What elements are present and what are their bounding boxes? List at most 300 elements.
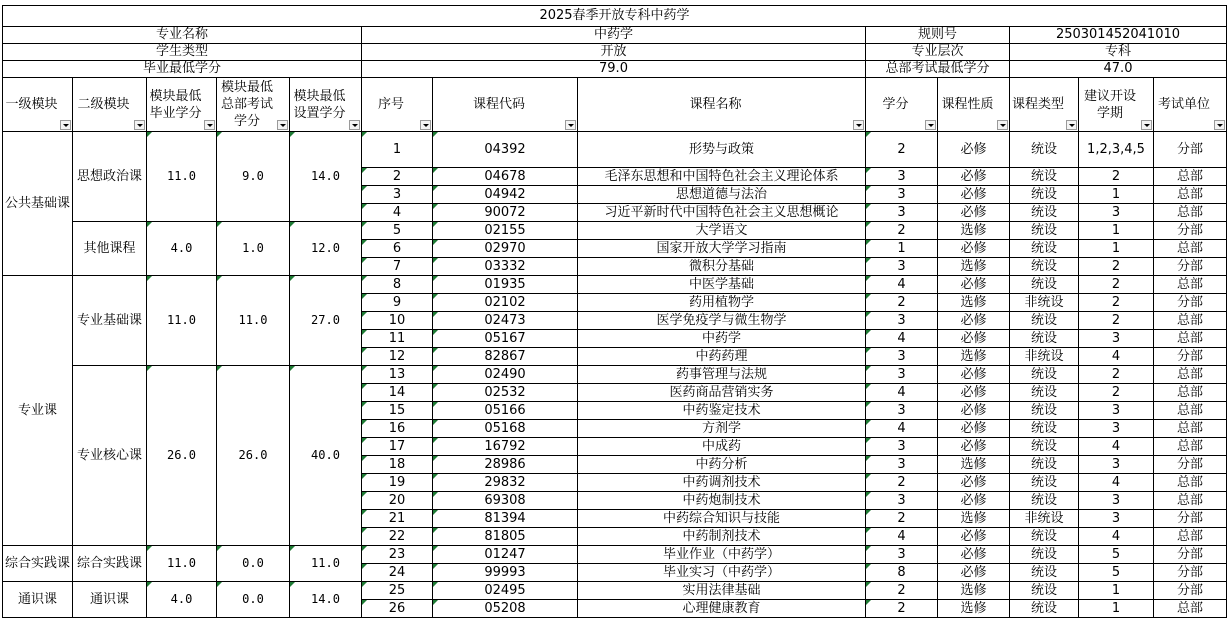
hq-min-value: 47.0: [1010, 61, 1227, 78]
green-triangle-icon: [866, 348, 871, 353]
course-nature-cell: [938, 600, 1010, 618]
course-nature-cell: [938, 132, 1010, 168]
course-nature-cell: [938, 276, 1010, 294]
course-credit: 3: [897, 349, 906, 364]
course-seq: 4: [392, 205, 402, 220]
course-nature: 必修: [960, 529, 987, 544]
green-triangle-icon: [433, 240, 438, 245]
course-code-cell: [433, 186, 578, 204]
filter-dropdown-icon[interactable]: [853, 120, 864, 130]
course-exam-cell: [1154, 132, 1227, 168]
course-credit: 2: [897, 142, 906, 157]
course-type: 统设: [1030, 385, 1057, 400]
course-credit-cell: [866, 312, 938, 330]
course-name-cell: [578, 528, 866, 546]
filter-dropdown-icon[interactable]: [1214, 120, 1225, 130]
course-seq-cell: [362, 168, 433, 186]
course-nature: 必修: [960, 547, 987, 562]
course-name: 中成药: [701, 439, 741, 454]
course-credit-cell: [866, 456, 938, 474]
course-name-cell: [578, 276, 866, 294]
course-term: 3: [1111, 421, 1121, 436]
course-term: 1: [1111, 583, 1121, 598]
green-triangle-icon: [433, 510, 438, 515]
course-exam: 分部: [1176, 223, 1203, 238]
course-credit-cell: [866, 600, 938, 618]
course-code-cell: [433, 330, 578, 348]
course-exam-cell: [1154, 366, 1227, 384]
course-seq: 21: [388, 511, 406, 526]
course-term-cell: [1079, 132, 1154, 168]
header-code: 课程代码: [433, 78, 578, 132]
module-min-value: 11.0: [167, 556, 196, 570]
course-exam: 分部: [1176, 259, 1203, 274]
module-max-value: 40.0: [311, 448, 340, 462]
course-seq: 24: [388, 565, 406, 580]
table-row: [3, 222, 1227, 240]
major-value: 中药学: [362, 27, 866, 44]
major-label: 专业名称: [3, 27, 362, 44]
module-name-cell: 思想政治课: [73, 132, 147, 222]
course-nature: 必修: [960, 313, 987, 328]
course-term-cell: [1079, 276, 1154, 294]
green-triangle-icon: [362, 204, 367, 209]
module-max-value: 14.0: [311, 592, 340, 606]
course-name: 药事管理与法规: [675, 367, 767, 382]
filter-dropdown-icon[interactable]: [997, 120, 1008, 130]
course-code-cell: [433, 366, 578, 384]
module-hq-cell: [217, 366, 290, 546]
course-seq-cell: [362, 402, 433, 420]
course-type-cell: [1010, 582, 1079, 600]
green-triangle-icon: [362, 492, 367, 497]
course-type: 统设: [1030, 241, 1057, 256]
green-triangle-icon: [362, 402, 367, 407]
filter-dropdown-icon[interactable]: [1066, 120, 1077, 130]
course-type: 统设: [1030, 169, 1057, 184]
green-triangle-icon: [866, 330, 871, 335]
course-term: 5: [1111, 547, 1121, 562]
rule-value: 250301452041010: [1010, 27, 1227, 44]
filter-dropdown-icon[interactable]: [925, 120, 936, 130]
course-type-cell: [1010, 366, 1079, 384]
green-triangle-icon: [362, 582, 367, 587]
filter-dropdown-icon[interactable]: [204, 120, 215, 130]
course-seq: 18: [388, 457, 406, 472]
group-cell: 专业课: [3, 276, 73, 546]
green-triangle-icon: [433, 132, 438, 137]
course-term-cell: [1079, 528, 1154, 546]
module-max-cell: [290, 222, 362, 276]
course-type: 非统设: [1024, 295, 1064, 310]
course-nature: 选修: [960, 583, 987, 598]
course-exam-cell: [1154, 240, 1227, 258]
module-min-value: 26.0: [167, 448, 196, 462]
green-triangle-icon: [362, 132, 367, 137]
course-term: 2: [1111, 169, 1121, 184]
course-name-cell: [578, 312, 866, 330]
module-hq-value: 1.0: [242, 241, 264, 255]
course-term-cell: [1079, 492, 1154, 510]
course-credit-cell: [866, 258, 938, 276]
course-seq: 7: [392, 259, 402, 274]
green-triangle-icon: [866, 474, 871, 479]
course-type-cell: [1010, 186, 1079, 204]
course-exam: 总部: [1176, 529, 1203, 544]
course-seq: 26: [388, 601, 406, 616]
course-type-cell: [1010, 420, 1079, 438]
module-min-value: 4.0: [170, 241, 193, 255]
course-term-cell: [1079, 240, 1154, 258]
course-nature: 必修: [960, 331, 987, 346]
course-term-cell: [1079, 384, 1154, 402]
course-seq-cell: [362, 222, 433, 240]
course-type: 统设: [1030, 547, 1057, 562]
course-seq: 17: [388, 439, 406, 454]
course-seq: 13: [388, 367, 406, 382]
course-type: 非统设: [1024, 349, 1064, 364]
module-name-cell: 专业基础课: [73, 276, 147, 366]
course-exam-cell: [1154, 420, 1227, 438]
module-hq-cell: [217, 132, 290, 222]
course-term-cell: [1079, 546, 1154, 564]
green-triangle-icon: [362, 474, 367, 479]
course-exam-cell: [1154, 186, 1227, 204]
course-exam: 总部: [1176, 493, 1203, 508]
green-triangle-icon: [147, 546, 152, 551]
min-credit-value: 79.0: [362, 61, 866, 78]
course-name: 中药学: [701, 331, 741, 346]
green-triangle-icon: [866, 600, 871, 605]
header-mod-max: 模块最低设置学分: [290, 78, 362, 132]
course-seq-cell: [362, 186, 433, 204]
green-triangle-icon: [866, 204, 871, 209]
filter-dropdown-icon[interactable]: [349, 120, 360, 130]
course-code: 04942: [484, 187, 526, 202]
green-triangle-icon: [433, 492, 438, 497]
course-credit-cell: [866, 240, 938, 258]
course-credit: 2: [897, 511, 906, 526]
course-name-cell: [578, 456, 866, 474]
course-seq-cell: [362, 546, 433, 564]
green-triangle-icon: [866, 546, 871, 551]
course-exam-cell: [1154, 330, 1227, 348]
course-nature-cell: [938, 168, 1010, 186]
course-code-cell: [433, 546, 578, 564]
module-max-cell: [290, 366, 362, 546]
green-triangle-icon: [433, 564, 438, 569]
course-type: 统设: [1030, 205, 1057, 220]
course-name-cell: [578, 546, 866, 564]
header-row: [3, 78, 1227, 132]
hq-min-label: 总部考试最低学分: [866, 61, 1010, 78]
course-nature-cell: [938, 312, 1010, 330]
course-name-cell: [578, 168, 866, 186]
course-name-cell: [578, 240, 866, 258]
course-name-cell: [578, 204, 866, 222]
course-type: 统设: [1030, 583, 1057, 598]
green-triangle-icon: [433, 204, 438, 209]
course-exam: 分部: [1176, 583, 1203, 598]
course-credit: 3: [897, 367, 906, 382]
course-name-cell: [578, 330, 866, 348]
header-nature: 课程性质: [938, 78, 1010, 132]
filter-dropdown-icon[interactable]: [60, 120, 71, 130]
course-code: 99993: [484, 565, 526, 580]
course-name: 习近平新时代中国特色社会主义思想概论: [604, 205, 839, 220]
course-seq: 9: [392, 295, 402, 310]
module-max-value: 12.0: [311, 241, 340, 255]
green-triangle-icon: [866, 132, 871, 137]
course-code: 05168: [484, 421, 526, 436]
course-name: 大学语文: [695, 223, 748, 238]
course-term: 3: [1111, 511, 1121, 526]
course-credit-cell: [866, 366, 938, 384]
course-credit: 3: [897, 457, 906, 472]
course-exam-cell: [1154, 564, 1227, 582]
green-triangle-icon: [866, 186, 871, 191]
course-credit: 4: [897, 331, 906, 346]
course-seq: 8: [392, 277, 402, 292]
course-name-cell: [578, 582, 866, 600]
course-exam-cell: [1154, 600, 1227, 618]
course-code-cell: [433, 456, 578, 474]
course-credit-cell: [866, 546, 938, 564]
header-mod-hq-min: 模块最低总部考试学分: [217, 78, 290, 132]
course-exam: 总部: [1176, 313, 1203, 328]
course-name-cell: [578, 186, 866, 204]
course-exam-cell: [1154, 312, 1227, 330]
course-name: 微积分基础: [688, 259, 754, 274]
filter-dropdown-icon[interactable]: [565, 120, 576, 130]
course-term-cell: [1079, 456, 1154, 474]
course-exam-cell: [1154, 492, 1227, 510]
course-seq-cell: [362, 528, 433, 546]
course-nature: 选修: [960, 259, 987, 274]
filter-dropdown-icon[interactable]: [134, 120, 145, 130]
curriculum-table: [2, 5, 1227, 618]
course-term: 2: [1111, 295, 1121, 310]
course-type-cell: [1010, 330, 1079, 348]
course-type: 统设: [1030, 421, 1057, 436]
course-exam-cell: [1154, 582, 1227, 600]
header-level2: 二级模块: [73, 78, 147, 132]
module-hq-cell: [217, 582, 290, 618]
course-type-cell: [1010, 456, 1079, 474]
green-triangle-icon: [290, 222, 295, 227]
course-nature-cell: [938, 222, 1010, 240]
course-name: 毕业作业（中药学）: [662, 547, 780, 562]
course-code: 02970: [484, 241, 526, 256]
course-nature-cell: [938, 456, 1010, 474]
module-min-cell: [147, 276, 217, 366]
filter-dropdown-icon[interactable]: [277, 120, 288, 130]
green-triangle-icon: [433, 222, 438, 227]
course-name-cell: [578, 132, 866, 168]
green-triangle-icon: [362, 546, 367, 551]
course-credit-cell: [866, 474, 938, 492]
green-triangle-icon: [290, 546, 295, 551]
course-name: 中药综合知识与技能: [662, 511, 780, 526]
course-term-cell: [1079, 402, 1154, 420]
module-hq-value: 0.0: [242, 556, 264, 570]
green-triangle-icon: [433, 546, 438, 551]
course-name: 国家开放大学学习指南: [656, 241, 787, 256]
course-credit: 4: [897, 421, 906, 436]
course-nature-cell: [938, 582, 1010, 600]
course-name: 中药调剂技术: [682, 475, 761, 490]
course-term: 2: [1111, 313, 1121, 328]
green-triangle-icon: [362, 438, 367, 443]
course-seq: 22: [388, 529, 406, 544]
course-term: 1,2,3,4,5: [1087, 142, 1145, 157]
course-type: 统设: [1030, 223, 1057, 238]
course-type-cell: [1010, 402, 1079, 420]
green-triangle-icon: [217, 222, 222, 227]
course-nature: 必修: [960, 385, 987, 400]
course-type: 统设: [1030, 142, 1057, 157]
course-type-cell: [1010, 276, 1079, 294]
course-exam-cell: [1154, 402, 1227, 420]
green-triangle-icon: [362, 222, 367, 227]
course-nature-cell: [938, 438, 1010, 456]
course-nature-cell: [938, 294, 1010, 312]
course-seq-cell: [362, 474, 433, 492]
course-code: 82867: [484, 349, 526, 364]
course-type-cell: [1010, 168, 1079, 186]
course-code-cell: [433, 492, 578, 510]
course-seq-cell: [362, 258, 433, 276]
course-exam: 总部: [1176, 439, 1203, 454]
rule-label: 规则号: [866, 27, 1010, 44]
course-name: 中药鉴定技术: [682, 403, 761, 418]
green-triangle-icon: [362, 186, 367, 191]
module-min-cell: [147, 546, 217, 582]
course-term: 3: [1111, 493, 1121, 508]
course-type-cell: [1010, 222, 1079, 240]
course-nature: 选修: [960, 601, 987, 616]
green-triangle-icon: [362, 294, 367, 299]
course-term-cell: [1079, 186, 1154, 204]
course-exam-cell: [1154, 510, 1227, 528]
course-exam-cell: [1154, 348, 1227, 366]
course-type-cell: [1010, 510, 1079, 528]
course-type-cell: [1010, 438, 1079, 456]
course-credit: 3: [897, 547, 906, 562]
course-type-cell: [1010, 258, 1079, 276]
green-triangle-icon: [433, 582, 438, 587]
course-name: 思想道德与法治: [675, 187, 767, 202]
green-triangle-icon: [217, 582, 222, 587]
course-credit: 2: [897, 583, 906, 598]
course-seq: 2: [392, 169, 402, 184]
course-code-cell: [433, 600, 578, 618]
course-name: 中药炮制技术: [682, 493, 761, 508]
course-nature: 必修: [960, 205, 987, 220]
course-seq-cell: [362, 456, 433, 474]
course-credit-cell: [866, 222, 938, 240]
course-type: 统设: [1030, 259, 1057, 274]
course-credit: 3: [897, 313, 906, 328]
course-type-cell: [1010, 312, 1079, 330]
course-term: 2: [1111, 277, 1121, 292]
course-nature: 选修: [960, 295, 987, 310]
course-term-cell: [1079, 348, 1154, 366]
course-seq-cell: [362, 276, 433, 294]
course-seq: 3: [392, 187, 402, 202]
course-term: 3: [1111, 331, 1121, 346]
green-triangle-icon: [217, 132, 222, 137]
course-name: 中药分析: [695, 457, 748, 472]
course-seq-cell: [362, 366, 433, 384]
course-nature-cell: [938, 564, 1010, 582]
course-seq-cell: [362, 582, 433, 600]
course-name-cell: [578, 366, 866, 384]
green-triangle-icon: [217, 276, 222, 281]
course-term: 1: [1111, 241, 1121, 256]
course-code: 02102: [484, 295, 526, 310]
course-term-cell: [1079, 600, 1154, 618]
course-code: 90072: [484, 205, 526, 220]
course-code-cell: [433, 348, 578, 366]
course-term-cell: [1079, 438, 1154, 456]
green-triangle-icon: [433, 384, 438, 389]
green-triangle-icon: [866, 492, 871, 497]
course-code: 81805: [484, 529, 526, 544]
table-row: [3, 366, 1227, 384]
course-credit-cell: [866, 132, 938, 168]
filter-dropdown-icon[interactable]: [1141, 120, 1152, 130]
course-seq: 23: [388, 547, 406, 562]
green-triangle-icon: [433, 366, 438, 371]
course-credit-cell: [866, 348, 938, 366]
green-triangle-icon: [147, 582, 152, 587]
student-type-label: 学生类型: [3, 44, 362, 61]
course-credit: 8: [897, 565, 906, 580]
course-type: 统设: [1030, 187, 1057, 202]
table-row: [3, 132, 1227, 168]
course-term-cell: [1079, 258, 1154, 276]
course-term: 2: [1111, 385, 1121, 400]
course-name-cell: [578, 222, 866, 240]
course-term: 2: [1111, 367, 1121, 382]
course-term: 2: [1111, 259, 1121, 274]
course-name-cell: [578, 294, 866, 312]
green-triangle-icon: [866, 564, 871, 569]
green-triangle-icon: [866, 366, 871, 371]
course-exam: 分部: [1176, 565, 1203, 580]
course-nature: 必修: [960, 277, 987, 292]
course-credit: 1: [897, 241, 906, 256]
course-code-cell: [433, 384, 578, 402]
student-type-value: 开放: [362, 44, 866, 61]
course-exam: 总部: [1176, 601, 1203, 616]
course-term-cell: [1079, 510, 1154, 528]
course-name-cell: [578, 384, 866, 402]
green-triangle-icon: [362, 276, 367, 281]
course-type: 统设: [1030, 529, 1057, 544]
group-cell: 公共基础课: [3, 132, 73, 276]
course-term-cell: [1079, 366, 1154, 384]
course-seq: 10: [388, 313, 406, 328]
course-credit-cell: [866, 402, 938, 420]
course-seq: 20: [388, 493, 406, 508]
green-triangle-icon: [362, 258, 367, 263]
course-exam: 总部: [1176, 367, 1203, 382]
green-triangle-icon: [433, 168, 438, 173]
filter-dropdown-icon[interactable]: [420, 120, 431, 130]
course-term-cell: [1079, 420, 1154, 438]
